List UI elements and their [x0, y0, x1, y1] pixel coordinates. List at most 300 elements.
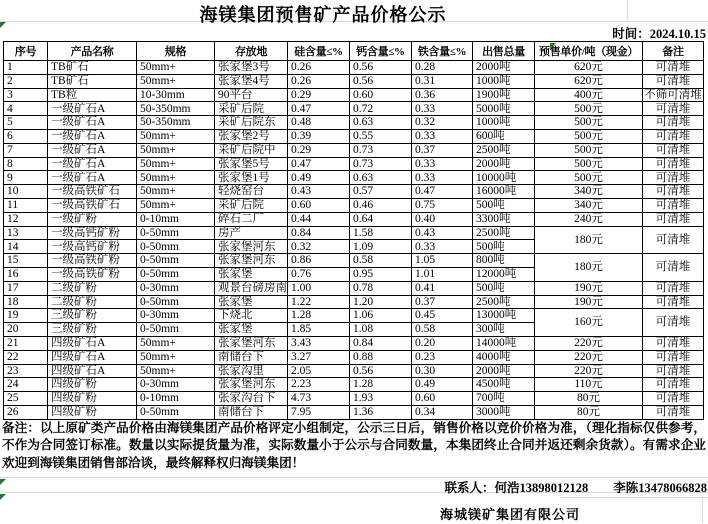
cell-price[interactable]: 500元	[535, 116, 643, 130]
cell-qty[interactable]: 700吨	[473, 392, 535, 406]
cell-no[interactable]: 10	[4, 185, 48, 199]
cell-fe[interactable]: 0.33	[412, 129, 473, 143]
cell-product[interactable]: 一级高铁矿粉	[48, 267, 137, 281]
cell-no[interactable]: 16	[4, 267, 48, 281]
cell-price[interactable]: 340元	[535, 198, 643, 212]
cell-ca[interactable]: 1.93	[350, 392, 412, 406]
cell-no[interactable]: 22	[4, 350, 48, 364]
cell-location[interactable]: 张家沟台下	[215, 392, 288, 406]
cell-spec[interactable]: 50mm+	[137, 171, 215, 185]
table-row	[4, 61, 704, 75]
cell-ca[interactable]: 0.55	[350, 129, 412, 143]
cell-ca[interactable]: 0.64	[350, 212, 412, 226]
table-row	[4, 116, 704, 130]
cell-qty[interactable]: 500吨	[473, 281, 535, 295]
cell-location[interactable]: 碎石二厂	[215, 212, 288, 226]
cell-si[interactable]: 0.76	[288, 267, 350, 281]
cell-qty[interactable]: 500吨	[473, 198, 535, 212]
cell-no[interactable]: 3	[4, 88, 48, 102]
cell-no[interactable]: 1	[4, 61, 48, 75]
cell-si[interactable]: 0.60	[288, 198, 350, 212]
cell-remark[interactable]: 可清堆	[643, 364, 704, 378]
error-marker-icon	[550, 43, 556, 49]
cell-remark[interactable]: 可清堆	[643, 129, 704, 143]
cell-fe[interactable]: 1.05	[412, 254, 473, 268]
cell-spec[interactable]: 50mm+	[137, 74, 215, 88]
contact-line[interactable]: 联系人：何浩13898012128 李陈13478066828	[444, 481, 707, 495]
column-header[interactable]: 产品名称	[48, 42, 137, 61]
cell-price[interactable]: 340元	[535, 185, 643, 199]
table-row	[4, 392, 704, 406]
cell-si[interactable]: 0.48	[288, 116, 350, 130]
cell-product[interactable]: 四级矿石A	[48, 350, 137, 364]
cell-ca[interactable]: 0.72	[350, 102, 412, 116]
cell-spec[interactable]: 0-50mm	[137, 405, 215, 419]
cell-product[interactable]: 三级矿粉	[48, 309, 137, 323]
cell-spec[interactable]: 0-50mm	[137, 226, 215, 240]
cell-location[interactable]: 张家堡5号	[215, 157, 288, 171]
cell-price[interactable]: 400元	[535, 88, 643, 102]
cell-si[interactable]: 0.44	[288, 212, 350, 226]
table-row	[4, 88, 704, 102]
cell-remark[interactable]: 可清堆	[643, 116, 704, 130]
cell-price[interactable]: 500元	[535, 143, 643, 157]
cell-no[interactable]: 18	[4, 295, 48, 309]
cell-ca[interactable]: 1.08	[350, 323, 412, 337]
cell-spec[interactable]: 50mm+	[137, 129, 215, 143]
cell-ca[interactable]: 1.06	[350, 309, 412, 323]
cell-remark[interactable]: 可清堆	[643, 198, 704, 212]
cell-ca[interactable]: 0.95	[350, 267, 412, 281]
cell-si[interactable]: 0.49	[288, 171, 350, 185]
gridline	[702, 497, 703, 523]
cell-price[interactable]: 220元	[535, 364, 643, 378]
table-row	[4, 378, 704, 392]
cell-si[interactable]: 1.85	[288, 323, 350, 337]
cell-no[interactable]: 26	[4, 405, 48, 419]
cell-product[interactable]: 一级高钙矿粉	[48, 226, 137, 240]
table-row	[4, 336, 704, 350]
error-marker-icon	[0, 494, 6, 500]
cell-spec[interactable]: 50mm+	[137, 143, 215, 157]
cell-qty[interactable]: 2500吨	[473, 295, 535, 309]
cell-spec[interactable]: 50mm+	[137, 336, 215, 350]
cell-no[interactable]: 4	[4, 102, 48, 116]
cell-product[interactable]: 四级矿粉	[48, 378, 137, 392]
cell-price[interactable]: 190元	[535, 281, 643, 295]
cell-price[interactable]: 500元	[535, 157, 643, 171]
cell-qty[interactable]: 600吨	[473, 129, 535, 143]
cell-spec[interactable]: 0-10mm	[137, 212, 215, 226]
cell-si[interactable]: 0.39	[288, 129, 350, 143]
cell-product[interactable]: 一级高铁矿石	[48, 185, 137, 199]
cell-spec[interactable]: 0-10mm	[137, 392, 215, 406]
table-row	[4, 157, 704, 171]
cell-ca[interactable]: 0.63	[350, 171, 412, 185]
cell-remark[interactable]: 可清堆	[643, 405, 704, 419]
cell-no[interactable]: 14	[4, 240, 48, 254]
cell-fe[interactable]: 0.58	[412, 323, 473, 337]
column-header[interactable]: 规格	[137, 42, 215, 61]
cell-remark[interactable]: 可清堆	[643, 74, 704, 88]
cell-price[interactable]: 500元	[535, 171, 643, 185]
column-header[interactable]: 铁含量≤%	[412, 42, 473, 61]
cell-no[interactable]: 2	[4, 74, 48, 88]
table-row	[4, 143, 704, 157]
cell-location[interactable]: 采矿后院中	[215, 143, 288, 157]
cell-spec[interactable]: 0-50mm	[137, 254, 215, 268]
cell-qty[interactable]: 14000吨	[473, 336, 535, 350]
cell-fe[interactable]: 0.40	[412, 212, 473, 226]
cell-no[interactable]: 20	[4, 323, 48, 337]
cell-ca[interactable]: 0.60	[350, 88, 412, 102]
cell-remark[interactable]: 可清堆	[643, 309, 704, 337]
cell-ca[interactable]: 1.36	[350, 405, 412, 419]
cell-location[interactable]: 90平台	[215, 88, 288, 102]
cell-si[interactable]: 1.22	[288, 295, 350, 309]
cell-price[interactable]: 190元	[535, 295, 643, 309]
cell-location[interactable]: 张家堡	[215, 323, 288, 337]
cell-location[interactable]: 南储台下	[215, 405, 288, 419]
cell-product[interactable]: 三级矿粉	[48, 323, 137, 337]
cell-fe[interactable]: 0.60	[412, 392, 473, 406]
cell-spec[interactable]: 50mm+	[137, 157, 215, 171]
cell-remark[interactable]: 可清堆	[643, 336, 704, 350]
cell-location[interactable]: 轻烧窑台	[215, 185, 288, 199]
column-header[interactable]: 出售总量	[473, 42, 535, 61]
cell-fe[interactable]: 0.33	[412, 171, 473, 185]
cell-ca[interactable]: 0.73	[350, 157, 412, 171]
cell-ca[interactable]: 1.28	[350, 378, 412, 392]
cell-price[interactable]: 160元	[535, 309, 643, 337]
cell-si[interactable]: 3.27	[288, 350, 350, 364]
cell-qty[interactable]: 10000吨	[473, 171, 535, 185]
cell-qty[interactable]: 1000吨	[473, 116, 535, 130]
cell-spec[interactable]: 0-50mm	[137, 295, 215, 309]
cell-product[interactable]: 一级矿石A	[48, 129, 137, 143]
cell-product[interactable]: 四级矿粉	[48, 405, 137, 419]
cell-product[interactable]: 四级矿石A	[48, 336, 137, 350]
cell-remark[interactable]: 可清堆	[643, 61, 704, 75]
cell-location[interactable]: 采矿后院	[215, 198, 288, 212]
cell-price[interactable]: 500元	[535, 129, 643, 143]
cell-product[interactable]: TB矿石	[48, 74, 137, 88]
cell-no[interactable]: 21	[4, 336, 48, 350]
cell-spec[interactable]: 0-30mm	[137, 309, 215, 323]
cell-location[interactable]: 采矿后院东	[215, 116, 288, 130]
cell-ca[interactable]: 1.58	[350, 226, 412, 240]
cell-qty[interactable]: 300吨	[473, 323, 535, 337]
cell-fe[interactable]: 0.33	[412, 157, 473, 171]
column-header[interactable]: 备注	[643, 42, 704, 61]
cell-fe[interactable]: 0.20	[412, 336, 473, 350]
cell-spec[interactable]: 50mm+	[137, 185, 215, 199]
cell-fe[interactable]: 0.41	[412, 281, 473, 295]
cell-price[interactable]: 620元	[535, 61, 643, 75]
cell-remark[interactable]: 可清堆	[643, 171, 704, 185]
cell-product[interactable]: 一级矿石A	[48, 157, 137, 171]
cell-fe[interactable]: 0.36	[412, 88, 473, 102]
table-row	[4, 185, 704, 199]
cell-location[interactable]: 张家堡4号	[215, 74, 288, 88]
cell-spec[interactable]: 50mm+	[137, 61, 215, 75]
cell-remark[interactable]: 可清堆	[643, 378, 704, 392]
table-row	[4, 405, 704, 419]
cell-qty[interactable]: 800吨	[473, 254, 535, 268]
table-row	[4, 226, 704, 240]
table-row	[4, 74, 704, 88]
cell-price[interactable]: 180元	[535, 226, 643, 254]
table-row	[4, 350, 704, 364]
cell-qty[interactable]: 3000吨	[473, 405, 535, 419]
cell-ca[interactable]: 0.56	[350, 74, 412, 88]
table-row	[4, 102, 704, 116]
cell-si[interactable]: 0.29	[288, 143, 350, 157]
cell-spec[interactable]: 0-30mm	[137, 281, 215, 295]
table-row	[4, 171, 704, 185]
cell-si[interactable]: 0.29	[288, 88, 350, 102]
cell-si[interactable]: 0.47	[288, 157, 350, 171]
cell-ca[interactable]: 0.84	[350, 336, 412, 350]
column-header[interactable]: 存放地	[215, 42, 288, 61]
column-header[interactable]: 硅含量≤%	[288, 42, 350, 61]
cell-no[interactable]: 8	[4, 157, 48, 171]
cell-spec[interactable]: 10-30mm	[137, 88, 215, 102]
cell-location[interactable]: 下烧北	[215, 309, 288, 323]
cell-location[interactable]: 观景台磅房南	[215, 281, 288, 295]
cell-fe[interactable]: 0.45	[412, 309, 473, 323]
cell-price[interactable]: 220元	[535, 336, 643, 350]
cell-product[interactable]: 一级矿石A	[48, 171, 137, 185]
cell-si[interactable]: 0.47	[288, 102, 350, 116]
cell-ca[interactable]: 0.57	[350, 185, 412, 199]
cell-location[interactable]: 张家堡	[215, 295, 288, 309]
cell-location[interactable]: 张家堡河东	[215, 336, 288, 350]
cell-no[interactable]: 17	[4, 281, 48, 295]
price-table	[3, 41, 704, 420]
cell-location[interactable]: 房产	[215, 226, 288, 240]
column-header[interactable]: 钙含量≤%	[350, 42, 412, 61]
cell-qty[interactable]: 2000吨	[473, 61, 535, 75]
cell-qty[interactable]: 16000吨	[473, 185, 535, 199]
cell-product[interactable]: 二级矿粉	[48, 295, 137, 309]
cell-price[interactable]: 180元	[535, 254, 643, 282]
cell-fe[interactable]: 0.33	[412, 102, 473, 116]
table-row	[4, 309, 704, 323]
cell-ca[interactable]: 0.58	[350, 254, 412, 268]
cell-no[interactable]: 13	[4, 226, 48, 240]
cell-product[interactable]: TB粒	[48, 88, 137, 102]
cell-product[interactable]: 四级矿石A	[48, 364, 137, 378]
cell-remark[interactable]: 可清堆	[643, 212, 704, 226]
cell-no[interactable]: 7	[4, 143, 48, 157]
cell-fe[interactable]: 0.28	[412, 61, 473, 75]
cell-location[interactable]: 张家堡1号	[215, 171, 288, 185]
cell-remark[interactable]: 可清堆	[643, 392, 704, 406]
cell-fe[interactable]: 0.31	[412, 74, 473, 88]
cell-fe[interactable]: 0.34	[412, 405, 473, 419]
cell-remark[interactable]: 可清堆	[643, 295, 704, 309]
cell-qty[interactable]: 1000吨	[473, 74, 535, 88]
cell-qty[interactable]: 3300吨	[473, 212, 535, 226]
cell-product[interactable]: 一级高钙矿粉	[48, 240, 137, 254]
cell-ca[interactable]: 0.73	[350, 143, 412, 157]
notes-text[interactable]: 备注：以上原矿类产品价格由海镁集团产品价格评定小组制定，公示三日后，销售价格以竞价价格为准，（理化指标仅供参考，不作为合同签订标准。数量以实际提货量为准，实际数量小于公示与合同数量，本集团终止合同并返还剩余货款）。有需求企业欢迎到海镁集团销售部洽谈，最终解释权归海镁集团！	[2, 421, 706, 470]
cell-si[interactable]: 3.43	[288, 336, 350, 350]
table-row	[4, 212, 704, 226]
cell-no[interactable]: 11	[4, 198, 48, 212]
error-marker-icon	[0, 22, 6, 28]
cell-fe[interactable]: 0.33	[412, 240, 473, 254]
cell-ca[interactable]: 0.78	[350, 281, 412, 295]
cell-qty[interactable]: 4000吨	[473, 350, 535, 364]
cell-remark[interactable]: 可清堆	[643, 157, 704, 171]
cell-product[interactable]: 二级矿粉	[48, 281, 137, 295]
cell-price[interactable]: 80元	[535, 392, 643, 406]
cell-qty[interactable]: 5000吨	[473, 102, 535, 116]
cell-no[interactable]: 6	[4, 129, 48, 143]
cell-product[interactable]: 一级矿石A	[48, 102, 137, 116]
cell-ca[interactable]: 0.63	[350, 116, 412, 130]
cell-product[interactable]: 一级矿石A	[48, 116, 137, 130]
cell-qty[interactable]: 2000吨	[473, 364, 535, 378]
cell-si[interactable]: 0.26	[288, 74, 350, 88]
gridline	[560, 497, 708, 498]
cell-ca[interactable]: 0.56	[350, 364, 412, 378]
cell-qty[interactable]: 2500吨	[473, 226, 535, 240]
cell-location[interactable]: 张家堡3号	[215, 61, 288, 75]
cell-ca[interactable]: 1.20	[350, 295, 412, 309]
cell-no[interactable]: 15	[4, 254, 48, 268]
cell-spec[interactable]: 50mm+	[137, 364, 215, 378]
cell-fe[interactable]: 1.01	[412, 267, 473, 281]
cell-location[interactable]: 张家堡	[215, 267, 288, 281]
cell-product[interactable]: 一级矿粉	[48, 212, 137, 226]
cell-fe[interactable]: 0.30	[412, 364, 473, 378]
column-header[interactable]: 序号	[4, 42, 48, 61]
cell-spec[interactable]: 50-350mm	[137, 102, 215, 116]
cell-location[interactable]: 张家堡河东	[215, 378, 288, 392]
cell-si[interactable]: 7.95	[288, 405, 350, 419]
cell-product[interactable]: 一级高铁矿石	[48, 198, 137, 212]
company-name[interactable]: 海城镁矿集团有限公司	[440, 507, 581, 522]
cell-qty[interactable]: 2500吨	[473, 143, 535, 157]
cell-fe[interactable]: 0.37	[412, 295, 473, 309]
cell-qty[interactable]: 12000吨	[473, 267, 535, 281]
cell-si[interactable]: 1.00	[288, 281, 350, 295]
cell-fe[interactable]: 0.32	[412, 116, 473, 130]
cell-remark[interactable]: 不筛可清堆	[644, 88, 702, 101]
cell-product[interactable]: 四级矿粉	[48, 392, 137, 406]
cell-price[interactable]: 240元	[535, 212, 643, 226]
cell-ca[interactable]: 1.09	[350, 240, 412, 254]
cell-si[interactable]: 2.23	[288, 378, 350, 392]
cell-si[interactable]: 0.86	[288, 254, 350, 268]
cell-price[interactable]: 80元	[535, 405, 643, 419]
cell-fe[interactable]: 0.23	[412, 350, 473, 364]
cell-remark[interactable]: 可清堆	[643, 254, 704, 282]
cell-no[interactable]: 24	[4, 378, 48, 392]
cell-si[interactable]: 0.84	[288, 226, 350, 240]
cell-qty[interactable]: 13000吨	[473, 309, 535, 323]
cell-spec[interactable]: 0-50mm	[137, 267, 215, 281]
cell-product[interactable]: 一级高铁矿粉	[48, 254, 137, 268]
cell-location[interactable]: 张家堡2号	[215, 129, 288, 143]
cell-si[interactable]: 0.32	[288, 240, 350, 254]
cell-spec[interactable]: 50-350mm	[137, 116, 215, 130]
cell-price[interactable]: 500元	[535, 102, 643, 116]
table-row	[4, 364, 704, 378]
cell-si[interactable]: 1.28	[288, 309, 350, 323]
cell-fe[interactable]: 0.49	[412, 378, 473, 392]
cell-qty[interactable]: 500吨	[473, 240, 535, 254]
cell-price[interactable]: 620元	[535, 74, 643, 88]
cell-price[interactable]: 220元	[535, 350, 643, 364]
page-title[interactable]: 海镁集团预售矿产品价格公示	[199, 5, 447, 25]
cell-ca[interactable]: 0.56	[350, 61, 412, 75]
cell-spec[interactable]: 50mm+	[137, 198, 215, 212]
cell-no[interactable]: 25	[4, 392, 48, 406]
cell-spec[interactable]: 0-50mm	[137, 240, 215, 254]
cell-location[interactable]: 张家堡河东	[215, 240, 288, 254]
cell-product[interactable]: TB矿石	[48, 61, 137, 75]
cell-no[interactable]: 12	[4, 212, 48, 226]
cell-ca[interactable]: 0.46	[350, 198, 412, 212]
cell-no[interactable]: 9	[4, 171, 48, 185]
cell-remark[interactable]: 可清堆	[643, 281, 704, 295]
table-row	[4, 295, 704, 309]
column-header[interactable]: 预售单价/吨（现金）	[535, 42, 643, 61]
cell-fe[interactable]: 0.37	[412, 143, 473, 157]
error-marker-icon	[0, 479, 6, 485]
cell-location[interactable]: 采矿后院	[215, 102, 288, 116]
cell-remark[interactable]: 可清堆	[643, 350, 704, 364]
cell-no[interactable]: 19	[4, 309, 48, 323]
cell-location[interactable]: 南储台下	[215, 350, 288, 364]
cell-product[interactable]: 一级矿石A	[48, 143, 137, 157]
cell-fe[interactable]: 0.47	[412, 185, 473, 199]
cell-price[interactable]: 110元	[535, 378, 643, 392]
cell-location[interactable]: 张家堡河东	[215, 254, 288, 268]
cell-si[interactable]: 4.73	[288, 392, 350, 406]
cell-qty[interactable]: 4500吨	[473, 378, 535, 392]
date-label[interactable]: 时间：2024.10.15	[612, 27, 706, 41]
table-row	[4, 254, 704, 268]
cell-qty[interactable]: 1900吨	[473, 88, 535, 102]
cell-remark[interactable]: 可清堆	[643, 102, 704, 116]
cell-remark[interactable]: 可清堆	[643, 143, 704, 157]
cell-spec[interactable]: 50mm+	[137, 350, 215, 364]
table-header-row	[4, 42, 704, 61]
cell-spec[interactable]: 0-50mm	[137, 323, 215, 337]
cell-si[interactable]: 0.26	[288, 61, 350, 75]
cell-fe[interactable]: 0.43	[412, 226, 473, 240]
cell-no[interactable]: 23	[4, 364, 48, 378]
cell-spec[interactable]: 0-30mm	[137, 378, 215, 392]
table-row	[4, 198, 704, 212]
cell-si[interactable]: 2.05	[288, 364, 350, 378]
cell-remark[interactable]: 可清堆	[643, 226, 704, 254]
cell-no[interactable]: 5	[4, 116, 48, 130]
cell-ca[interactable]: 0.88	[350, 350, 412, 364]
cell-location[interactable]: 张家沟里	[215, 364, 288, 378]
table-row	[4, 129, 704, 143]
cell-remark[interactable]: 可清堆	[643, 185, 704, 199]
cell-qty[interactable]: 2000吨	[473, 157, 535, 171]
cell-si[interactable]: 0.43	[288, 185, 350, 199]
table-row	[4, 281, 704, 295]
cell-fe[interactable]: 0.75	[412, 198, 473, 212]
